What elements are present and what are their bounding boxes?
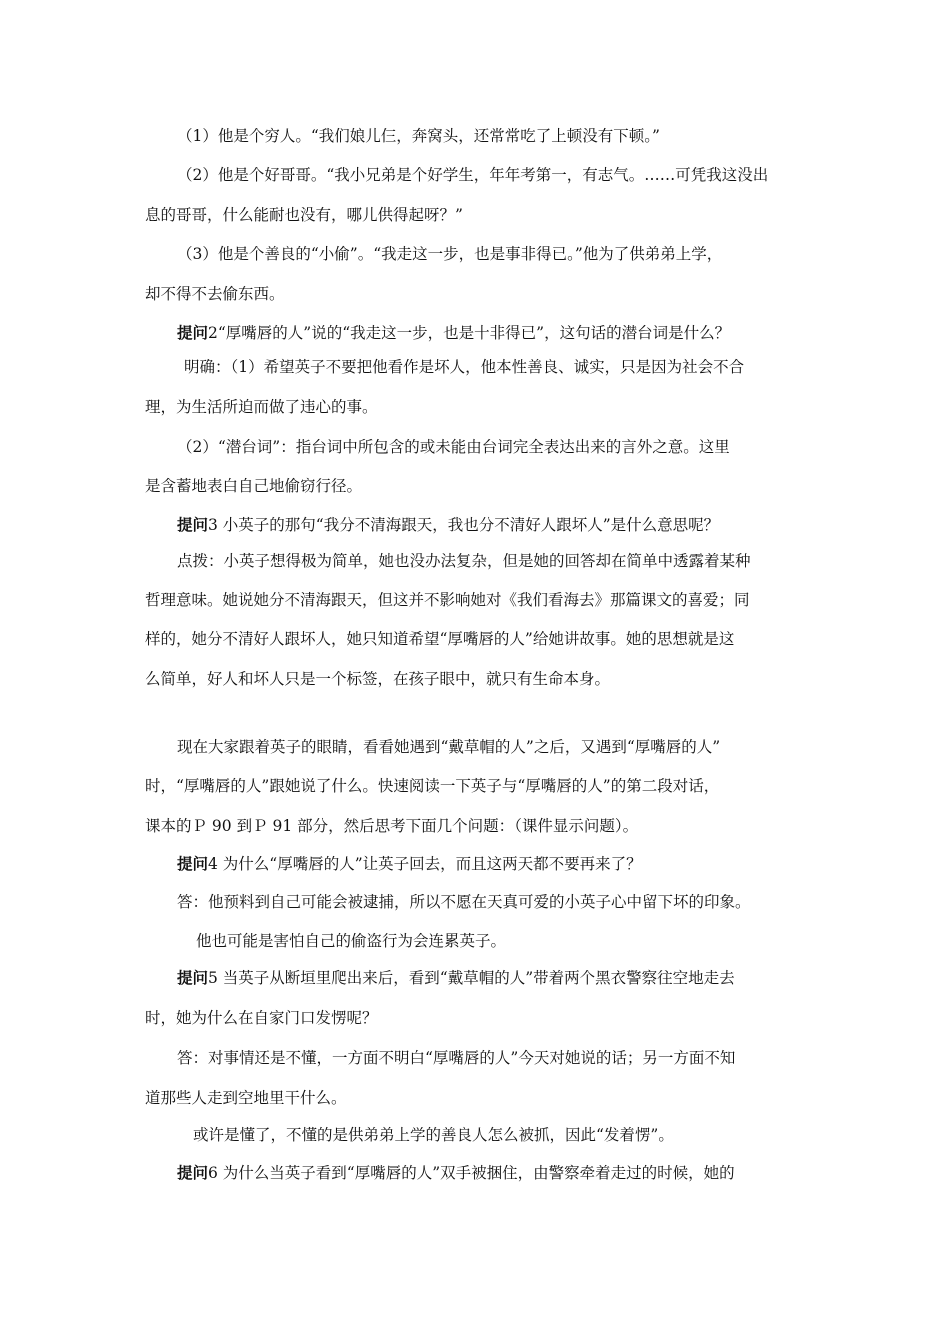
question-line xyxy=(177,853,642,875)
text-line: （2）他是个好哥哥。“我小兄弟是个好学生，年年考第一，有志气。……可凭我这没出 xyxy=(177,166,769,184)
text-line: （3）他是个善良的“小偷”。“我走这一步，也是事非得已。”他为了供弟弟上学， xyxy=(177,245,723,263)
question-line xyxy=(177,1162,735,1184)
question-label: 提问 xyxy=(177,968,209,987)
text-line: 明确：（1）希望英子不要把他看作是坏人，他本性善良、诚实，只是因为社会不合 xyxy=(184,358,745,376)
text-line: 却不得不去偷东西。 xyxy=(145,285,285,303)
text-line: 息的哥哥，什么能耐也没有，哪儿供得起呀？” xyxy=(145,206,463,224)
text-line: 他也可能是害怕自己的偷盗行为会连累英子。 xyxy=(196,932,507,950)
text-line: 点拨：小英子想得极为简单，她也没办法复杂，但是她的回答却在简单中透露着某种 xyxy=(177,552,751,570)
text-line: （2）“潜台词”：指台词中所包含的或未能由台词完全表达出来的言外之意。这里 xyxy=(177,438,730,456)
question-text: 3 小英子的那句“我分不清海跟天，我也分不清好人跟坏人”是什么意思呢？ xyxy=(208,516,720,534)
text-line: 答：他预料到自己可能会被逮捕，所以不愿在天真可爱的小英子心中留下坏的印象。 xyxy=(177,893,751,911)
text-line: 答：对事情还是不懂，一方面不明白“厚嘴唇的人”今天对她说的话；另一方面不知 xyxy=(177,1049,736,1067)
text-line: 理，为生活所迫而做了违心的事。 xyxy=(145,398,378,416)
question-label: 提问 xyxy=(177,323,209,342)
question-text: 5 当英子从断垣里爬出来后，看到“戴草帽的人”带着两个黑衣警察往空地走去 xyxy=(208,969,735,987)
question-label: 提问 xyxy=(177,515,209,534)
question-label: 提问 xyxy=(177,854,209,873)
text-line: 课本的Ｐ 90 到Ｐ 91 部分，然后思考下面几个问题：（课件显示问题）。 xyxy=(145,817,639,835)
question-line xyxy=(177,967,735,989)
text-line: 么简单，好人和坏人只是一个标签，在孩子眼中，就只有生命本身。 xyxy=(145,670,611,688)
question-text: 6 为什么当英子看到“厚嘴唇的人”双手被捆住，由警察牵着走过的时候，她的 xyxy=(208,1164,735,1182)
text-line: 时，“厚嘴唇的人”跟她说了什么。快速阅读一下英子与“厚嘴唇的人”的第二段对话， xyxy=(145,777,720,795)
text-line: 道那些人走到空地里干什么。 xyxy=(145,1089,347,1107)
question-line xyxy=(177,322,730,344)
question-label: 提问 xyxy=(177,1163,209,1182)
text-line: 样的，她分不清好人跟坏人，她只知道希望“厚嘴唇的人”给她讲故事。她的思想就是这 xyxy=(145,630,735,648)
text-line: 或许是懂了，不懂的是供弟弟上学的善良人怎么被抓，因此“发着愣”。 xyxy=(193,1126,674,1144)
text-line: （1）他是个穷人。“我们娘儿仨，奔窝头，还常常吃了上顿没有下顿。” xyxy=(177,127,660,145)
question-text: 2“厚嘴唇的人”说的“我走这一步，也是十非得已”，这句话的潜台词是什么？ xyxy=(208,324,731,342)
question-text: 4 为什么“厚嘴唇的人”让英子回去，而且这两天都不要再来了？ xyxy=(208,855,642,873)
text-line: 是含蓄地表白自己地偷窃行径。 xyxy=(145,477,363,495)
text-line: 现在大家跟着英子的眼睛，看看她遇到“戴草帽的人”之后，又遇到“厚嘴唇的人” xyxy=(177,738,721,756)
text-line: 哲理意味。她说她分不清海跟天，但这并不影响她对《我们看海去》那篇课文的喜爱；同 xyxy=(145,591,750,609)
question-line xyxy=(177,514,719,536)
text-line: 时，她为什么在自家门口发愣呢？ xyxy=(145,1009,378,1027)
